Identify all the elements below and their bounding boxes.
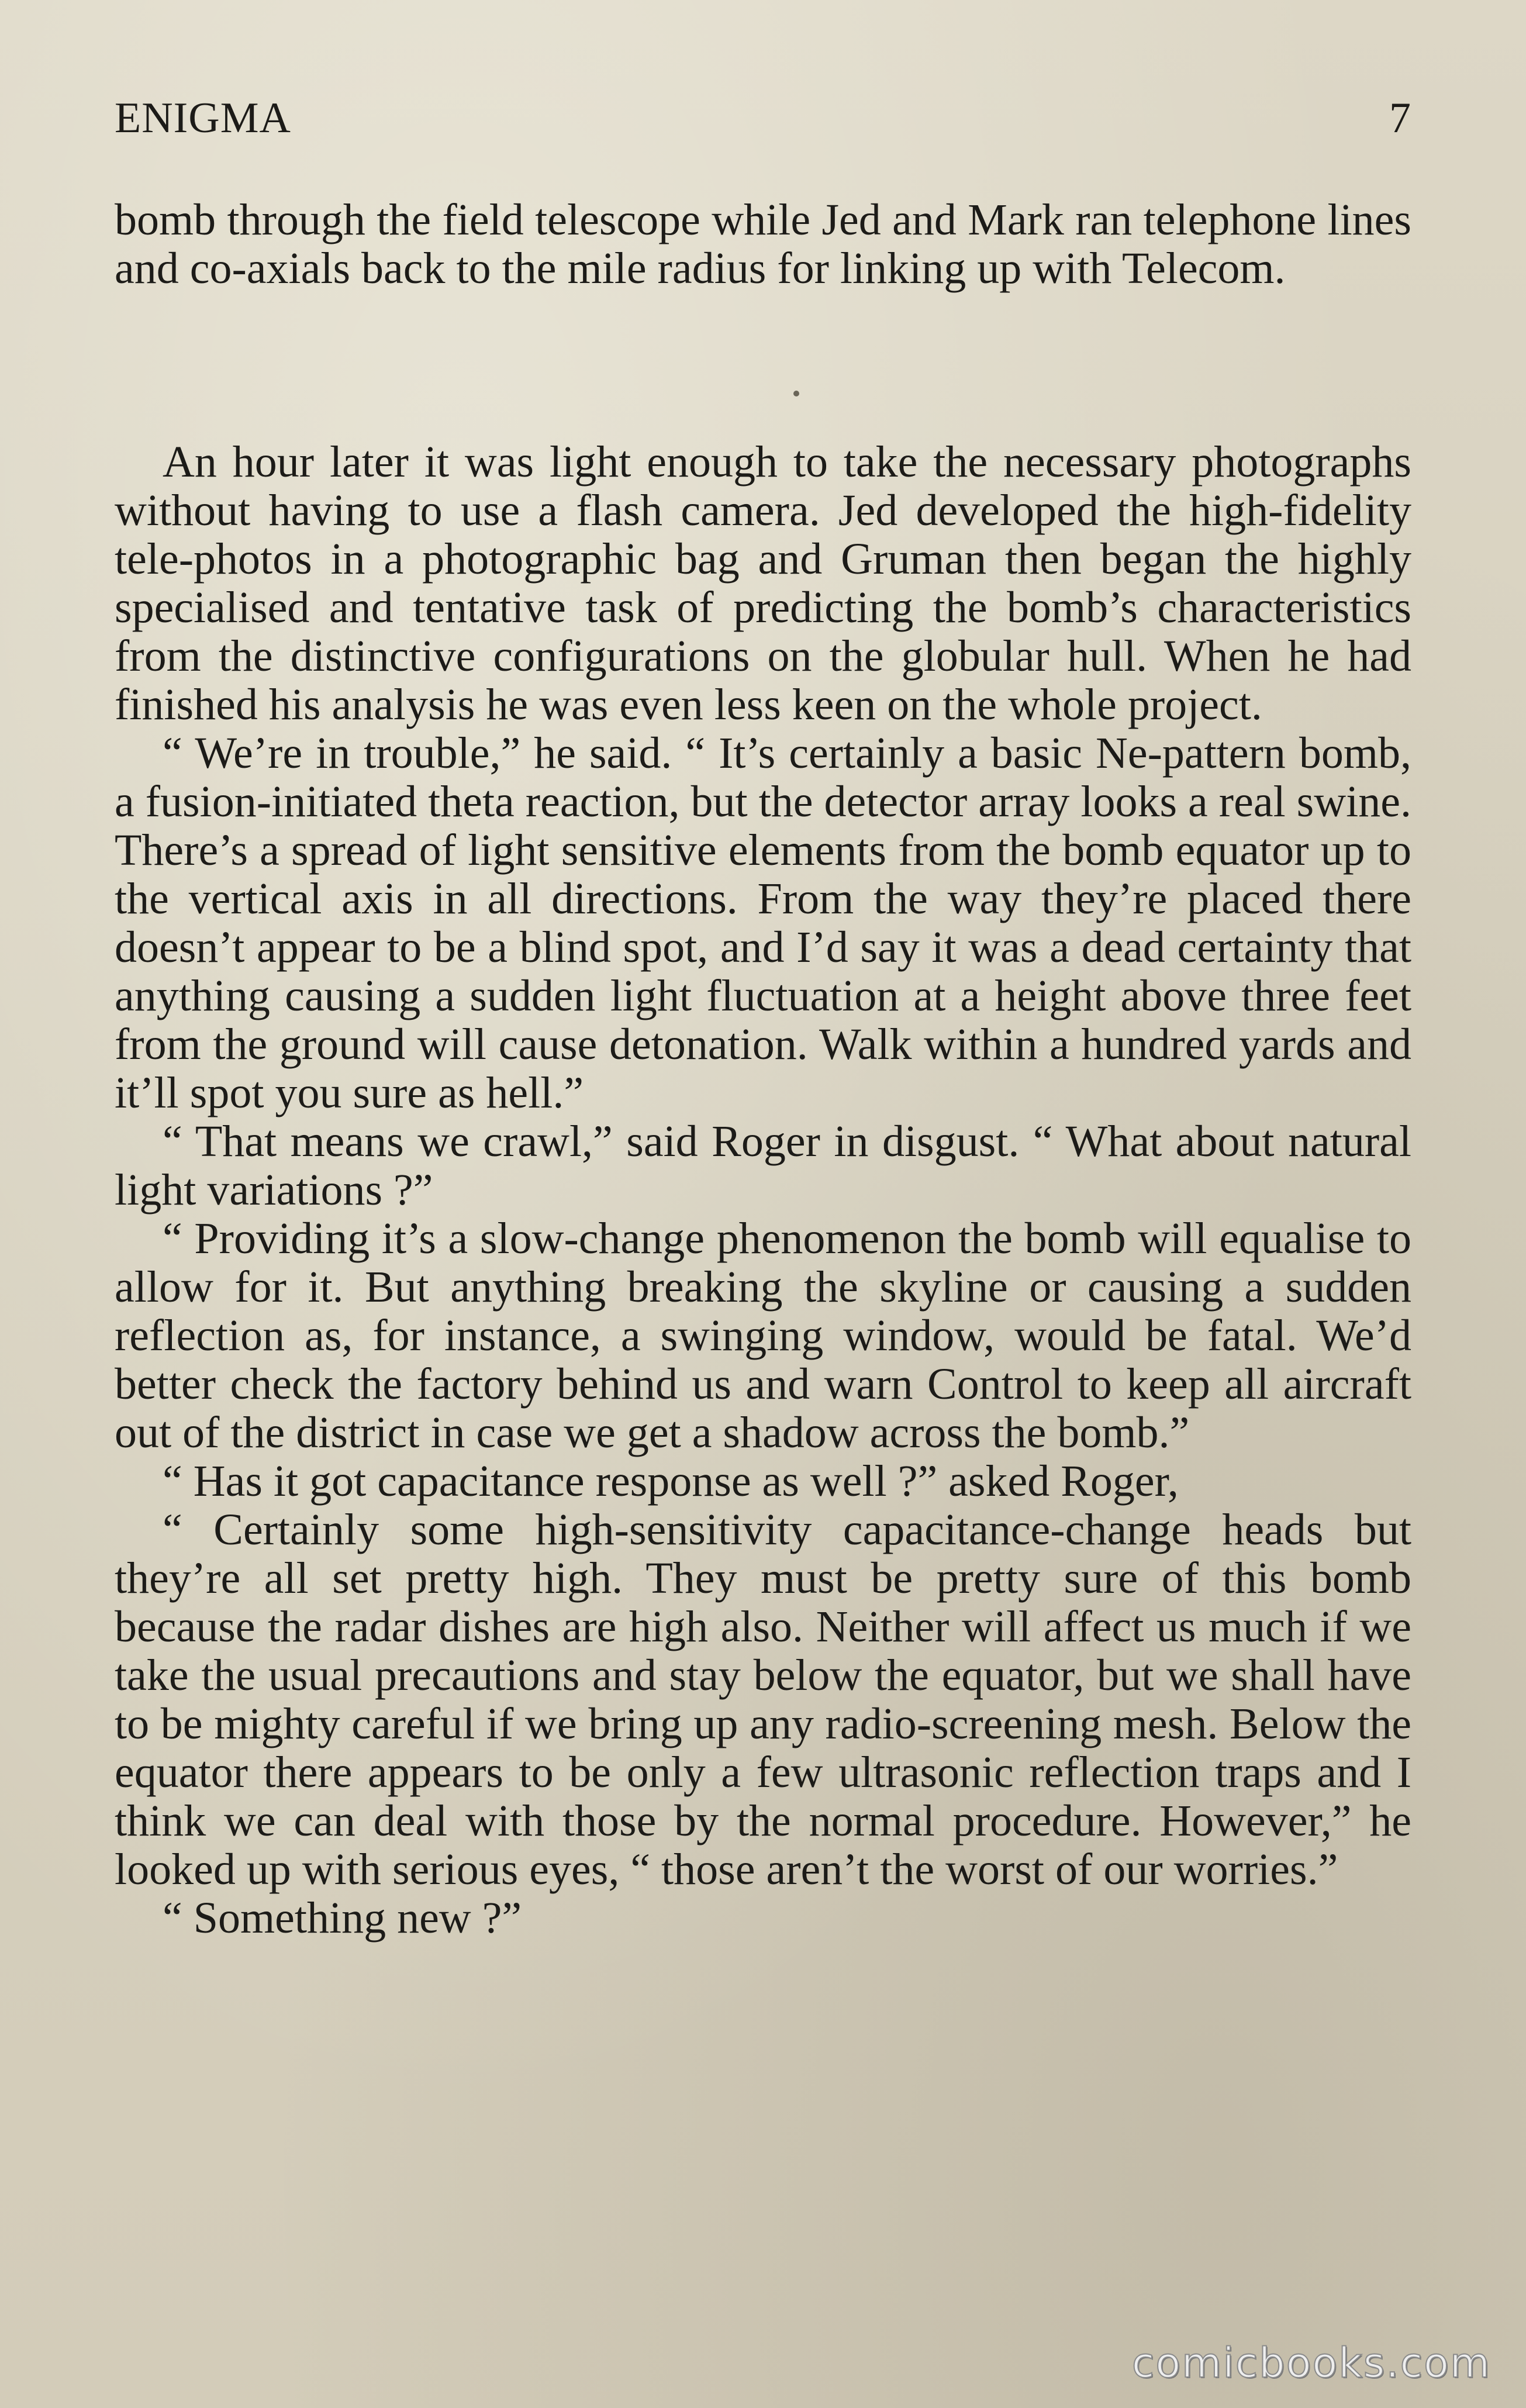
section-top-text	[115, 196, 1411, 293]
paragraph: “ Providing it’s a slow-change phenomenon the bomb will equalise to allow for it. But anything breaking the skyline or causing a sudden reflection as, for instance, a swinging window, would be fatal. We’d better check the factory behind us and warn Control to keep all aircraft out of the district in case we get a shadow across the bomb.”	[115, 1214, 1411, 1457]
page-number: 7	[1389, 94, 1411, 142]
running-head	[115, 94, 1411, 152]
paragraph: “ That means we crawl,” said Roger in disgust. “ What about natural light variations ?”	[115, 1117, 1411, 1215]
paragraph: “ Certainly some high-sensitivity capacitance-change heads but they’re all set pretty high. They must be pretty sure of this bomb because the radar dishes are high also. Neither will affect us much if we take the usual precautions and stay below the equator, but we shall have to be mighty careful if we bring up any radio-screening mesh. Below the equator there appears to be only a few ultrasonic reflection traps and I think we can deal with those by the normal procedure. However,” he looked up with serious eyes, “ those aren’t the worst of our worries.”	[115, 1505, 1411, 1894]
paragraph: “ Something new ?”	[163, 1893, 522, 1943]
paragraph: “ Has it got capacitance response as well ?” asked Roger,	[163, 1457, 1179, 1506]
paragraph: An hour later it was light enough to take the necessary photographs without having to use a flash camera. Jed developed the high-fidelity tele-photos in a photographic bag and Gruman then began the highly specialised and tentative task of predicting the bomb’s characteristics from the distinctive configurations on the globular hull. When he had finished his analysis he was even less keen on the whole project.	[115, 437, 1411, 729]
scene-break-dot	[793, 391, 799, 396]
running-title: ENIGMA	[115, 94, 291, 142]
paragraph: bomb through the field telescope while Jed and Mark ran telephone lines and co-axials back to the mile radius for linking up with Telecom.	[115, 195, 1411, 293]
section-main-text	[115, 438, 1411, 1943]
watermark-logo: comicbooks.com	[1131, 2339, 1491, 2387]
paragraph: “ We’re in trouble,” he said. “ It’s certainly a basic Ne-pattern bomb, a fusion-initiated theta reaction, but the detector array looks a real swine. There’s a spread of light sensitive elements from the bomb equator up to the vertical axis in all directions. From the way they’re placed there doesn’t appear to be a blind spot, and I’d say it was a dead certainty that anything causing a sudden light fluctuation at a height above three feet from the ground will cause detonation. Walk within a hundred yards and it’ll spot you sure as hell.”	[115, 729, 1411, 1117]
